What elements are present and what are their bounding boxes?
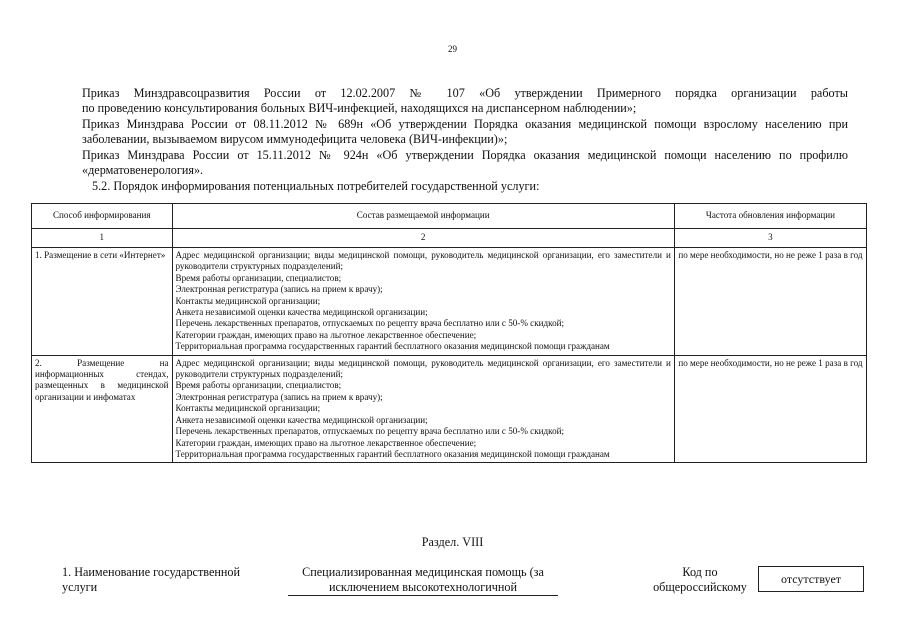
content-item: Территориальная программа государственных гарантий бесплатного оказания медицинской помощи гражданам — [175, 448, 610, 459]
content-item: Перечень лекарственных препаратов, отпускаемых по рецепту врача бесплатно или с 50-% скидкой; — [175, 318, 565, 329]
table-header-row — [32, 204, 867, 229]
table-row — [32, 355, 867, 463]
content-item: Электронная регистратура (запись на прием к врачу); — [175, 284, 383, 295]
column-number: 3 — [674, 229, 866, 248]
paragraph-line: по проведению консультирования больных ВИЧ-инфекцией, находящихся на диспансерном наблюдении»; — [82, 101, 637, 116]
frequency-cell: по мере необходимости, но не реже 1 раза в год — [674, 248, 866, 356]
header-content: Состав размещаемой информации — [172, 204, 674, 229]
column-number: 2 — [172, 229, 674, 248]
content-item: Категории граждан, имеющих право на льготное лекарственное обеспечение; — [175, 437, 477, 448]
content-item: Перечень лекарственных препаратов, отпускаемых по рецепту врача бесплатно или с 50-% скидкой; — [175, 426, 565, 437]
paragraph-order-924n — [82, 148, 848, 179]
paragraph-line: Приказ Минздрава России от 08.11.2012 № 689н «Об утверждении Порядка оказания медицинской помощи взрослому населению при — [82, 117, 848, 131]
paragraph-line: заболевании, вызываемом вирусом иммунодефицита человека (ВИЧ-инфекции)»; — [82, 132, 508, 147]
content-item: Контакты медицинской организации; — [175, 295, 321, 306]
content-item: Территориальная программа государственных гарантий бесплатного оказания медицинской помощи гражданам — [175, 341, 610, 352]
header-frequency: Частота обновления информации — [674, 204, 866, 229]
content-item: Время работы организации, специалистов; — [175, 380, 342, 391]
section-title: Раздел. VIII — [421, 535, 484, 549]
page-number: 29 — [448, 44, 457, 54]
information-table — [31, 203, 867, 463]
service-name-label: 1. Наименование государственной услуги — [62, 565, 241, 594]
content-cell — [172, 248, 674, 356]
paragraph-line: «дерматовенерология». — [82, 163, 204, 178]
classifier-code-label: Код по общероссийскому — [653, 565, 747, 594]
header-method: Способ информирования — [32, 204, 173, 229]
content-item: Электронная регистратура (запись на прием к врачу); — [175, 391, 383, 402]
paragraph-order-107 — [82, 86, 848, 117]
method-cell: 2. Размещение на информационных стендах, размещенных в медицинской организации и инфоматах — [32, 355, 173, 463]
content-item: Адрес медицинской организации; виды медицинской помощи, руководитель медицинской организации, его заместители и руководители структурных подразделений; — [175, 250, 671, 272]
paragraph-line: Приказ Минздравсоцразвития России от 12.02.2007 № 107 «Об утверждении Примерного порядка организации работы — [82, 86, 848, 100]
paragraph-order-689n — [82, 117, 848, 148]
frequency-cell: по мере необходимости, но не реже 1 раза в год — [674, 355, 866, 463]
table-row — [32, 248, 867, 356]
content-item: Контакты медицинской организации; — [175, 403, 321, 414]
classifier-code-box: отсутствует — [758, 566, 864, 592]
column-number-row — [32, 229, 867, 248]
content-item: Категории граждан, имеющих право на льготное лекарственное обеспечение; — [175, 329, 477, 340]
content-item: Время работы организации, специалистов; — [175, 272, 342, 283]
subsection-heading: 5.2. Порядок информирования потенциальных потребителей государственной услуги: — [92, 179, 540, 193]
content-item: Анкета независимой оценки качества медицинской организации; — [175, 307, 428, 318]
content-cell — [172, 355, 674, 463]
content-item: Адрес медицинской организации; виды медицинской помощи, руководитель медицинской организации, его заместители и руководители структурных подразделений; — [175, 357, 671, 380]
paragraph-line: Приказ Минздрава России от 15.11.2012 № 924н «Об утверждении Порядка оказания медицинской помощи населению по профилю — [82, 148, 848, 162]
content-item: Анкета независимой оценки качества медицинской организации; — [175, 414, 428, 425]
method-cell: 1. Размещение в сети «Интернет» — [32, 248, 173, 356]
column-number: 1 — [32, 229, 173, 248]
service-name-value: Специализированная медицинская помощь (за исключением высокотехнологичной — [288, 565, 558, 596]
